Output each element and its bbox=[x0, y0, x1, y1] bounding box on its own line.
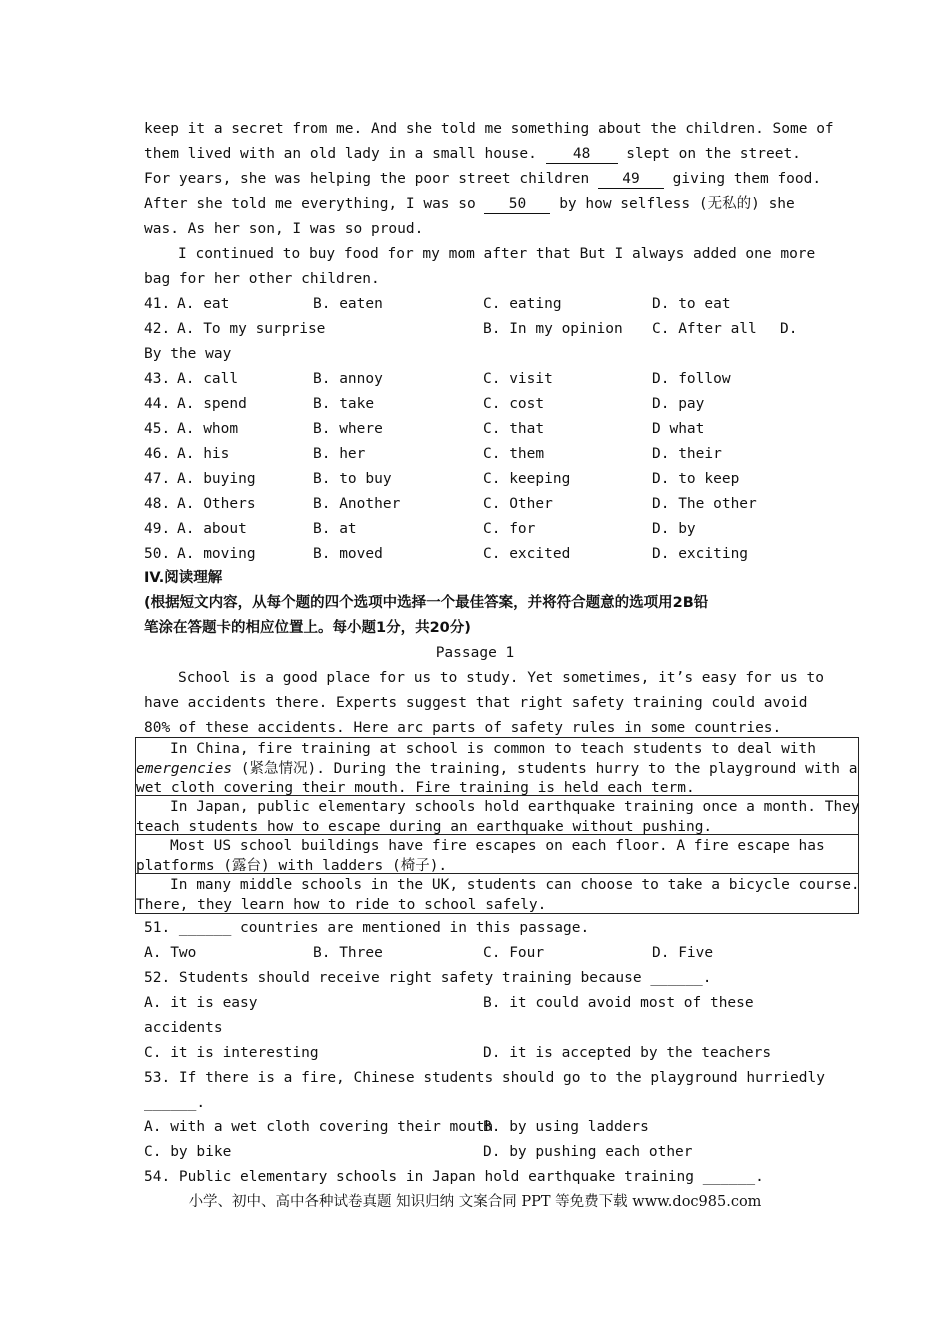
table-text: (紧急情况). During the training, students hurry to the playground with a bbox=[232, 760, 858, 777]
option: B. it could avoid most of these bbox=[483, 995, 754, 1011]
option: D. by bbox=[652, 521, 696, 537]
passage-title: Passage 1 bbox=[435, 645, 515, 661]
passage-line: For years, she was helping the poor street children 49 giving them food. bbox=[144, 171, 822, 187]
question-number: 48. bbox=[144, 496, 171, 512]
passage-line: them lived with an old lady in a small house. 48 slept on the street. bbox=[144, 146, 801, 162]
table-row-uk bbox=[136, 874, 858, 914]
question-number: 44. bbox=[144, 396, 171, 412]
option: A. about bbox=[177, 521, 247, 537]
option: C. keeping bbox=[483, 471, 571, 487]
passage-line: keep it a secret from me. And she told me something about the children. Some of bbox=[144, 121, 834, 137]
section-title: IV.阅读理解 bbox=[144, 570, 223, 586]
section-instruction: (根据短文内容，从每个题的四个选项中选择一个最佳答案，并将符合题意的选项用2B铅 bbox=[144, 595, 709, 611]
option: D. pay bbox=[652, 396, 705, 412]
table-text: In many middle schools in the UK, students can choose to take a bicycle course. bbox=[170, 877, 860, 893]
passage-line: was. As her son, I was so proud. bbox=[144, 221, 424, 237]
option: D. follow bbox=[652, 371, 731, 387]
blank-49: 49 bbox=[598, 170, 664, 189]
question-number: 46. bbox=[144, 446, 171, 462]
option: A. spend bbox=[177, 396, 247, 412]
section-instruction: 笔涂在答题卡的相应位置上。每小题1分，共20分) bbox=[144, 620, 471, 636]
option: B. In my opinion bbox=[483, 321, 623, 337]
table-row-japan bbox=[136, 796, 858, 835]
table-row-us bbox=[136, 835, 858, 874]
option: C. visit bbox=[483, 371, 553, 387]
option: B. her bbox=[313, 446, 366, 462]
option: B. take bbox=[313, 396, 375, 412]
passage-line: I continued to buy food for my mom after that But I always added one more bbox=[178, 246, 816, 262]
option: B. where bbox=[313, 421, 383, 437]
passage-line: have accidents there. Experts suggest that right safety training could avoid bbox=[144, 695, 808, 711]
option: D. their bbox=[652, 446, 722, 462]
option: D. Five bbox=[652, 945, 714, 961]
question-53-blank: ______. bbox=[144, 1095, 206, 1111]
passage-line: 80% of these accidents. Here arc parts of safety rules in some countries. bbox=[144, 720, 782, 736]
option: D. exciting bbox=[652, 546, 749, 562]
option: C. cost bbox=[483, 396, 545, 412]
option: C. for bbox=[483, 521, 536, 537]
option: D. it is accepted by the teachers bbox=[483, 1045, 772, 1061]
option: C. Other bbox=[483, 496, 553, 512]
question-53: 53. If there is a fire, Chinese students should go to the playground hurriedly bbox=[144, 1070, 825, 1086]
blank-50: 50 bbox=[484, 195, 550, 214]
option: A. moving bbox=[177, 546, 256, 562]
question-52: 52. Students should receive right safety training because ______. bbox=[144, 970, 712, 986]
option: C. excited bbox=[483, 546, 571, 562]
option: B. Another bbox=[313, 496, 401, 512]
question-number: 45. bbox=[144, 421, 171, 437]
question-54: 54. Public elementary schools in Japan hold earthquake training ______. bbox=[144, 1169, 764, 1185]
option: A. it is easy bbox=[144, 995, 258, 1011]
option: C. by bike bbox=[144, 1144, 232, 1160]
option: D. The other bbox=[652, 496, 757, 512]
option: D. to keep bbox=[652, 471, 740, 487]
question-number: 50. bbox=[144, 546, 171, 562]
option: D. by pushing each other bbox=[483, 1144, 693, 1160]
question-number: 42. bbox=[144, 321, 171, 337]
option: A. To my surprise bbox=[177, 321, 326, 337]
option: A. Others bbox=[177, 496, 256, 512]
option: A. Two bbox=[144, 945, 197, 961]
safety-rules-table bbox=[135, 737, 859, 914]
option: B. annoy bbox=[313, 371, 383, 387]
option: B. eaten bbox=[313, 296, 383, 312]
option: A. call bbox=[177, 371, 239, 387]
table-text: teach students how to escape during an earthquake without pushing. bbox=[136, 818, 713, 835]
option: C. eating bbox=[483, 296, 562, 312]
option: B. by using ladders bbox=[483, 1119, 649, 1135]
question-number: 43. bbox=[144, 371, 171, 387]
option: B. Three bbox=[313, 945, 383, 961]
option: A. whom bbox=[177, 421, 239, 437]
option: C. that bbox=[483, 421, 545, 437]
option: A. with a wet cloth covering their mouth bbox=[144, 1119, 494, 1135]
table-text: There, they learn how to ride to school safely. bbox=[136, 896, 547, 913]
option: D. bbox=[780, 321, 798, 337]
option: A. his bbox=[177, 446, 230, 462]
option: C. After all bbox=[652, 321, 757, 337]
question-number: 49. bbox=[144, 521, 171, 537]
table-text-em: emergencies bbox=[136, 760, 233, 777]
option: D what bbox=[652, 421, 705, 437]
option: C. them bbox=[483, 446, 545, 462]
option: C. it is interesting bbox=[144, 1045, 319, 1061]
table-text: In China, fire training at school is common to teach students to deal with bbox=[170, 741, 817, 757]
passage-line: School is a good place for us to study. Yet sometimes, it’s easy for us to bbox=[178, 670, 825, 686]
table-text: In Japan, public elementary schools hold earthquake training once a month. They bbox=[170, 799, 860, 815]
table-text: wet cloth covering their mouth. Fire training is held each term. bbox=[136, 780, 695, 796]
blank-48: 48 bbox=[546, 145, 618, 164]
table-row-china bbox=[136, 738, 858, 796]
option: accidents bbox=[144, 1020, 223, 1036]
option: B. moved bbox=[313, 546, 383, 562]
passage-line: bag for her other children. bbox=[144, 271, 380, 287]
option: By the way bbox=[144, 346, 232, 362]
question-number: 47. bbox=[144, 471, 171, 487]
option: A. buying bbox=[177, 471, 256, 487]
option: A. eat bbox=[177, 296, 230, 312]
option: D. to eat bbox=[652, 296, 731, 312]
option: C. Four bbox=[483, 945, 545, 961]
question-number: 41. bbox=[144, 296, 171, 312]
option: B. to buy bbox=[313, 471, 392, 487]
option: B. at bbox=[313, 521, 357, 537]
table-text: Most US school buildings have fire escapes on each floor. A fire escape has bbox=[170, 838, 825, 854]
question-51: 51. ______ countries are mentioned in this passage. bbox=[144, 920, 590, 936]
passage-line: After she told me everything, I was so 50 by how selfless (无私的) she bbox=[144, 196, 795, 212]
page-footer: 小学、初中、高中各种试卷真题 知识归纳 文案合同 PPT 等免费下载 www.doc985.com bbox=[188, 1194, 762, 1210]
table-text: platforms (露台) with ladders (椅子). bbox=[136, 857, 448, 874]
